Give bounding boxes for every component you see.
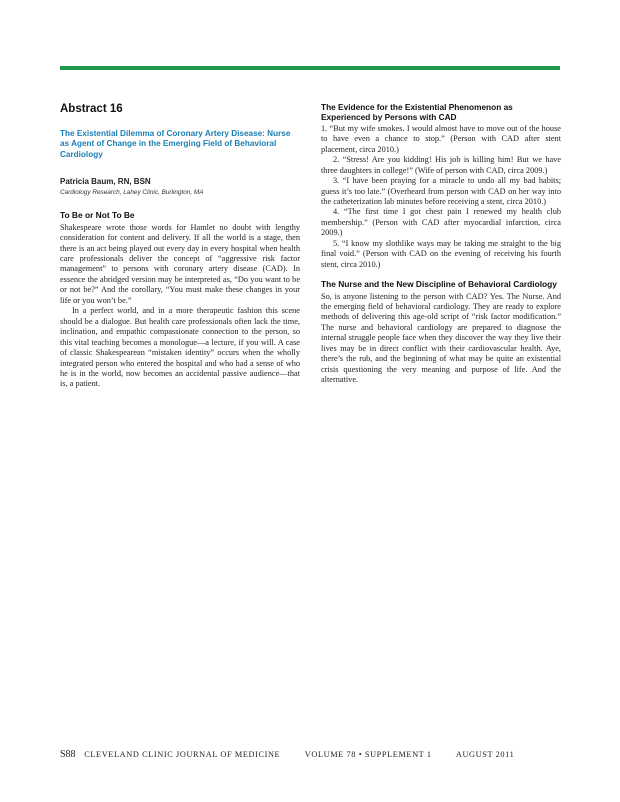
page-footer [60, 749, 560, 760]
volume-info: VOLUME 78 • SUPPLEMENT 1 [304, 750, 432, 759]
evidence-item: 5. “I know my slothlike ways may be taking me straight to the big final void.” (Person with CAD on the evening of receiving his fourth stent, circa 2010.) [321, 238, 561, 269]
affiliation: Cardiology Research, Lahey Clinic, Burlington, MA [60, 189, 204, 197]
journal-name: CLEVELAND CLINIC JOURNAL OF MEDICINE [84, 750, 281, 759]
section-heading-nurse: The Nurse and the New Discipline of Behavioral Cardiology [321, 279, 557, 290]
paragraph: In a perfect world, and in a more therapeutic fashion this scene should be a dialogue. But health care professionals often lack the time, inclination, and empathic compassionate connection to the person, so this vital teaching becomes a monologue—a lecture, if you will. A case of classic Shakespearean “mistaken identity” occurs when the wholly integrated person who entered the hospital and who had a sense of who he is in the world, now becomes an accidental passive audience—that is, a patient. [60, 306, 300, 389]
left-column [60, 102, 300, 390]
paragraph: So, is anyone listening to the person with CAD? Yes. The Nurse. And the emerging field of behavioral cardiology. They are ready to explore methods of delivering this age-old script of “risk factor modification.” The nurse and behavioral cardiology are prepared to diagnose the internal struggle people face when they discover the way they live their lives may be in direct conflict with their cardiovascular health. Aye, there’s the rub, and the beginning of what may be quite an existential crisis questioning the very meaning and purpose of life. And the alternative. [321, 291, 561, 385]
issue-date: AUGUST 2011 [455, 750, 515, 759]
evidence-item: 1. “But my wife smokes. I would almost have to move out of the house to have even a chance to stop.” (Person with CAD after stent placement, circa 2010.) [321, 123, 561, 154]
right-column [321, 102, 561, 386]
header-rule [60, 66, 560, 70]
section-heading-to-be: To Be or Not To Be [60, 210, 135, 221]
evidence-item: 2. “Stress! Are you kidding! His job is killing him! But we have three daughters in college!” (Wife of person with CAD, circa 2009.) [321, 155, 561, 175]
article-title: The Existential Dilemma of Coronary Artery Disease: Nurse as Agent of Change in the Emerging Field of Behavioral Cardiology [60, 129, 291, 159]
section-heading-evidence: The Evidence for the Existential Phenomenon as Experienced by Persons with CAD [321, 102, 513, 123]
paragraph: Shakespeare wrote those words for Hamlet no doubt with lengthy consideration for content and delivery. If all the world is a stage, then there is an act being played out every day in every hospital when health care professionals deliver the concept of “aggressive risk factor management” to persons with coronary artery disease (CAD). In essence the abridged version may be interpreted as, “Do you want to be or not be?” And the corollary, “You must make these changes in your life or you won’t be.” [60, 222, 300, 305]
abstract-label: Abstract 16 [60, 103, 123, 115]
page-number: S88 [60, 749, 76, 760]
evidence-item: 4. “The first time I got chest pain I renewed my health club membership.” (Person with CAD after myocardial infarction, circa 2009.) [321, 207, 561, 238]
evidence-item: 3. “I have been praying for a miracle to undo all my bad habits; guess it’s too late.” (Overheard from person with CAD on her way into the catheterization lab minutes before receiving a stent, circa 2010.) [321, 176, 561, 206]
author: Patricia Baum, RN, BSN [60, 177, 151, 187]
